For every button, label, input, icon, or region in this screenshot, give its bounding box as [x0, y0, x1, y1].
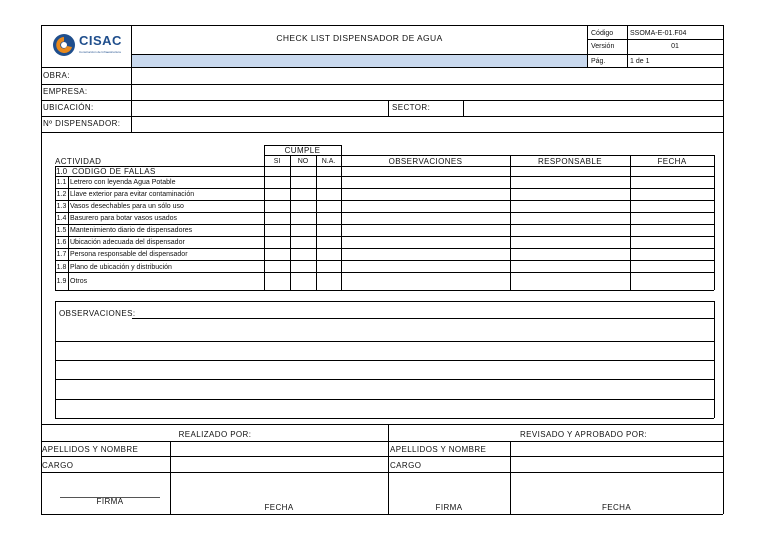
row-number: 1.3	[56, 203, 67, 210]
row-number: 1.5	[56, 227, 67, 234]
observaciones-label: OBSERVACIONES:	[59, 309, 136, 318]
row-number: 1.1	[56, 179, 67, 186]
logo-text: CISAC	[79, 33, 122, 48]
firma-left-label: FIRMA	[96, 497, 124, 506]
revisado-label: REVISADO Y APROBADO POR:	[520, 430, 648, 439]
row-label: Llave exterior para evitar contaminación	[70, 191, 195, 198]
fecha-right-label: FECHA	[601, 503, 632, 512]
pag-label: Pág.	[591, 58, 606, 65]
sector-label: SECTOR:	[392, 103, 431, 112]
row-number: 1.8	[56, 264, 67, 271]
col-no: NO	[297, 158, 309, 165]
dispensador-label: Nº DISPENSADOR:	[43, 119, 121, 128]
row-label: Ubicación adecuada del dispensador	[70, 239, 185, 246]
col-na: N.A.	[321, 158, 336, 165]
cargo-left-label: CARGO	[42, 461, 74, 470]
cargo-right-label: CARGO	[390, 461, 422, 470]
cumple-header: CUMPLE	[284, 146, 321, 155]
apellidos-left-label: APELLIDOS Y NOMBRE	[42, 445, 139, 454]
col-si: SI	[273, 158, 281, 165]
col-fecha: FECHA	[657, 157, 687, 166]
row-label: Otros	[70, 278, 88, 285]
row-number: 1.6	[56, 239, 67, 246]
codigo-label: Código	[591, 30, 614, 37]
pag-value: 1 de 1	[630, 58, 650, 65]
row-label: Plano de ubicación y distribución	[70, 264, 172, 271]
section-label: CODIGO DE FALLAS	[72, 167, 156, 176]
version-value: 01	[671, 43, 679, 50]
row-number: 1.4	[56, 215, 67, 222]
row-number: 1.7	[56, 251, 67, 258]
obra-label: OBRA:	[43, 71, 70, 80]
logo-mark-icon	[52, 33, 76, 57]
col-actividad: ACTIVIDAD	[55, 157, 102, 166]
row-label: Letrero con leyenda Agua Potable	[70, 179, 176, 186]
version-label: Versión	[591, 43, 615, 50]
document-title: CHECK LIST DISPENSADOR DE AGUA	[276, 33, 443, 43]
row-label: Vasos desechables para un sólo uso	[70, 203, 184, 210]
row-label: Basurero para botar vasos usados	[70, 215, 178, 222]
row-label: Persona responsable del dispensador	[70, 251, 188, 258]
apellidos-right-label: APELLIDOS Y NOMBRE	[390, 445, 487, 454]
fecha-left-label: FECHA	[264, 503, 294, 512]
ubicacion-label: UBICACIÓN:	[43, 103, 94, 112]
section-number: 1.0	[56, 167, 68, 176]
logo-subtext: Construcción de Infraestructura	[79, 50, 121, 54]
realizado-label: REALIZADO POR:	[178, 430, 252, 439]
row-number: 1.9	[56, 278, 67, 285]
empresa-label: EMPRESA:	[43, 87, 88, 96]
codigo-value: SSOMA-E-01.F04	[630, 30, 687, 37]
row-number: 1.2	[56, 191, 67, 198]
row-label: Mantenimiento diario de dispensadores	[70, 227, 193, 234]
company-logo	[52, 30, 128, 62]
firma-right-label: FIRMA	[435, 503, 463, 512]
col-responsable: RESPONSABLE	[538, 157, 602, 166]
col-observaciones: OBSERVACIONES	[388, 157, 463, 166]
header-highlight-band	[132, 55, 587, 67]
